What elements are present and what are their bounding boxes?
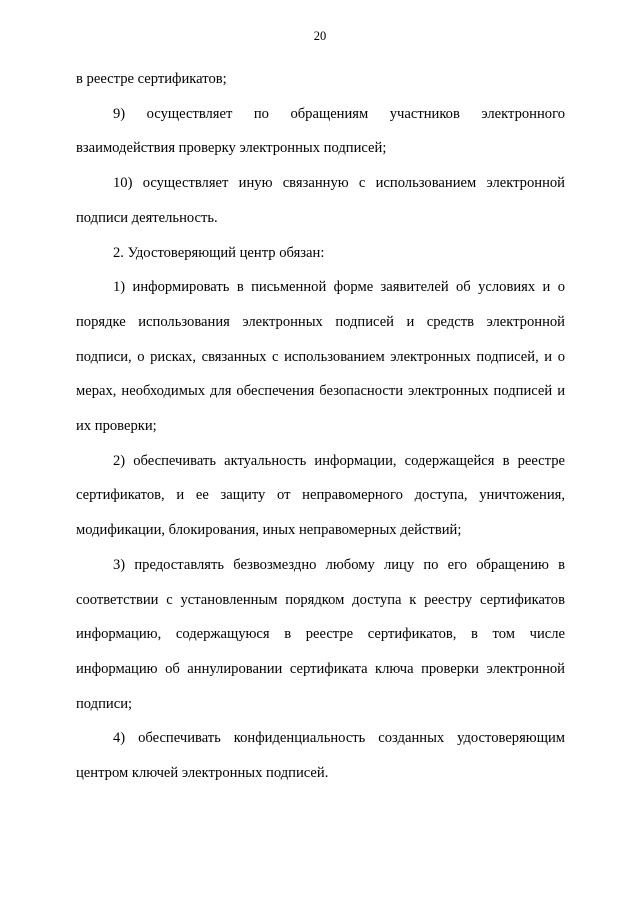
document-body: [76, 62, 565, 791]
paragraph-duty-2: 2) обеспечивать актуальность информации, содержащейся в реестре сертификатов, и ее защиту от неправомерного доступа, уничтожения, модификации, блокирования, иных неправомерных действий;: [76, 452, 565, 539]
paragraph-duty-4: 4) обеспечивать конфиденциальность созданных удостоверяющим центром ключей электронных подписей.: [76, 730, 565, 782]
page-number: 20: [313, 29, 327, 43]
paragraph-duty-3: 3) предоставлять безвозмездно любому лицу по его обращению в соответствии с установленным порядком доступа к реестру сертификатов информацию, содержащуюся в реестре сертификатов, в том числе информацию об аннулировании сертификата ключа проверки электронной подписи;: [76, 556, 565, 712]
paragraph-continuation: в реестре сертификатов;: [76, 71, 227, 87]
paragraph-item-10: 10) осуществляет иную связанную с использованием электронной подписи деятельность.: [76, 175, 565, 226]
paragraph-section-2-heading: 2. Удостоверяющий центр обязан:: [113, 244, 325, 261]
paragraph-item-9: 9) осуществляет по обращениям участников электронного взаимодействия проверку электронных подписей;: [76, 105, 565, 157]
paragraph-duty-1: 1) информировать в письменной форме заявителей об условиях и о порядке использования электронных подписей и средств электронной подписи, о рисках, связанных с использованием электронных подписей, и о мерах, необходимых для обеспечения безопасности электронных подписей и их проверки;: [76, 279, 565, 435]
